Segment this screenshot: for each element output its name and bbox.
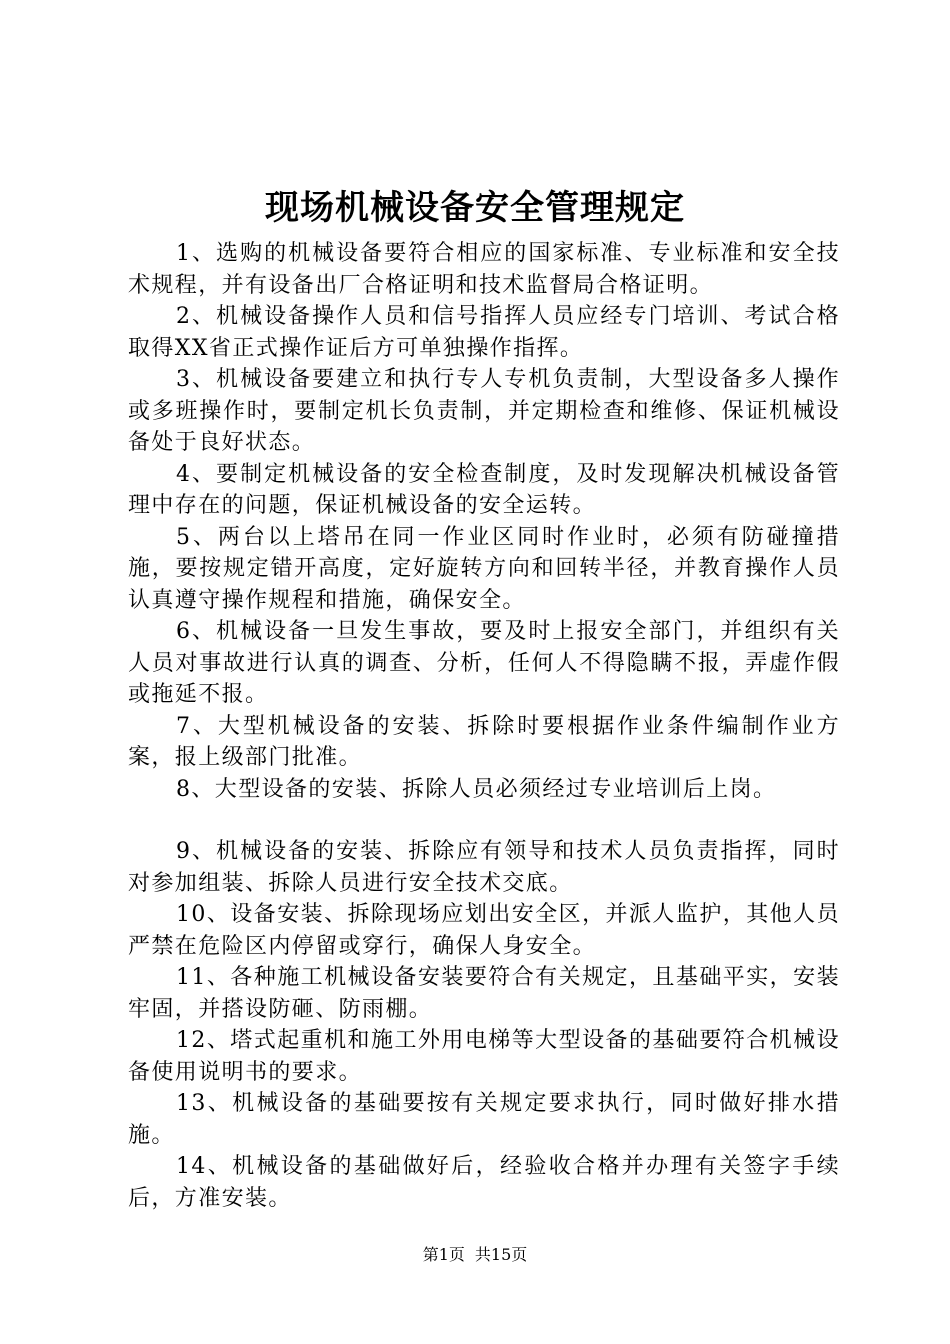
page-number: 第1页 bbox=[422, 1245, 465, 1264]
paragraph-7: 7、大型机械设备的安装、拆除时要根据作业条件编制作业方案，报上级部门批准。 bbox=[128, 713, 840, 770]
document-body bbox=[128, 238, 840, 1214]
paragraph-11: 11、各种施工机械设备安装要符合有关规定，且基础平实，安装牢固，并搭设防砸、防雨棚。 bbox=[128, 965, 840, 1022]
paragraph-5: 5、两台以上塔吊在同一作业区同时作业时，必须有防碰撞措施，要按规定错开高度，定好旋转方向和回转半径，并教育操作人员认真遵守操作规程和措施，确保安全。 bbox=[128, 524, 840, 613]
paragraph-8: 8、大型设备的安装、拆除人员必须经过专业培训后上岗。 bbox=[176, 776, 777, 802]
paragraph-4: 4、要制定机械设备的安全检查制度，及时发现解决机械设备管理中存在的问题，保证机械设备的安全运转。 bbox=[128, 461, 840, 518]
paragraph-14: 14、机械设备的基础做好后，经验收合格并办理有关签字手续后，方准安装。 bbox=[128, 1154, 840, 1211]
paragraph-12: 12、塔式起重机和施工外用电梯等大型设备的基础要符合机械设备使用说明书的要求。 bbox=[128, 1028, 840, 1085]
paragraph-6: 6、机械设备一旦发生事故，要及时上报安全部门，并组织有关人员对事故进行认真的调查、分析，任何人不得隐瞒不报，弄虚作假或拖延不报。 bbox=[128, 619, 840, 707]
page-footer bbox=[0, 1244, 950, 1266]
paragraph-9: 9、机械设备的安装、拆除应有领导和技术人员负责指挥，同时对参加组装、拆除人员进行安全技术交底。 bbox=[128, 839, 840, 896]
paragraph-1: 1、选购的机械设备要符合相应的国家标准、专业标准和安全技术规程，并有设备出厂合格证明和技术监督局合格证明。 bbox=[128, 241, 840, 298]
paragraph-2: 2、机械设备操作人员和信号指挥人员应经专门培训、考试合格取得XX省正式操作证后方可单独操作指挥。 bbox=[128, 304, 840, 361]
page-total: 共15页 bbox=[474, 1245, 528, 1264]
paragraph-10: 10、设备安装、拆除现场应划出安全区，并派人监护，其他人员严禁在危险区内停留或穿行，确保人身安全。 bbox=[128, 902, 840, 959]
paragraph-13: 13、机械设备的基础要按有关规定要求执行，同时做好排水措施。 bbox=[128, 1091, 840, 1148]
document-title: 现场机械设备安全管理规定 bbox=[265, 188, 685, 228]
paragraph-3: 3、机械设备要建立和执行专人专机负责制，大型设备多人操作或多班操作时，要制定机长负责制，并定期检查和维修、保证机械设备处于良好状态。 bbox=[128, 367, 840, 455]
